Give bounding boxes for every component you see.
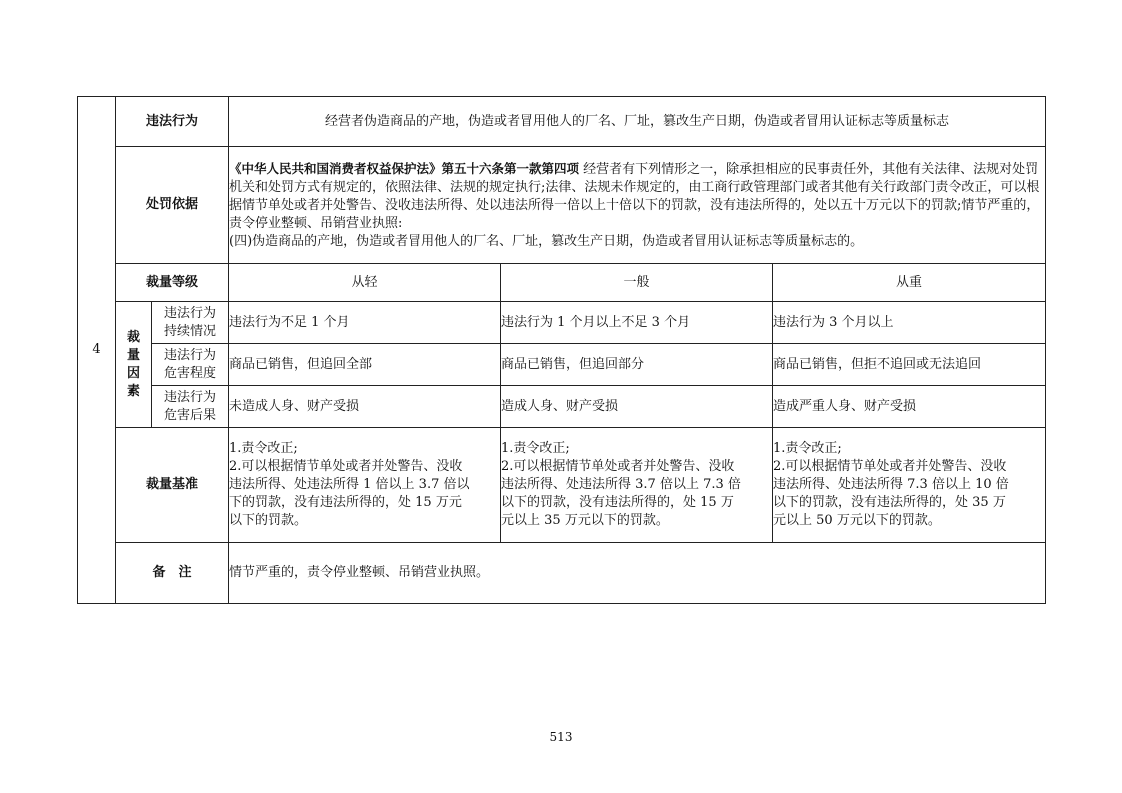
standard-row: [78, 428, 1046, 543]
factor-row-duration: [78, 302, 1046, 344]
basis-row: [78, 147, 1046, 264]
basis-item: (四)伪造商品的产地，伪造或者冒用他人的厂名、厂址，篡改生产日期，伪造或者冒用认证标志等质量标志的。: [229, 233, 864, 249]
factor-name-degree: 违法行为 危害程度: [152, 344, 229, 386]
violation-label: 违法行为: [116, 97, 229, 147]
factor-duration-general: 违法行为 1 个月以上不足 3 个月: [501, 302, 773, 344]
violation-row: [78, 97, 1046, 147]
page-number: 513: [549, 730, 573, 744]
factor-consequence-general: 造成人身、财产受损: [501, 386, 773, 428]
levels-row: [78, 264, 1046, 302]
discretion-table: [77, 96, 1046, 604]
factors-label: 裁 量 因 素: [116, 302, 152, 428]
factor-row-consequence: [78, 386, 1046, 428]
factor-duration-light: 违法行为不足 1 个月: [229, 302, 501, 344]
basis-law-title: 《中华人民共和国消费者权益保护法》第五十六条第一款第四项: [229, 160, 580, 176]
level-light: 从轻: [229, 264, 501, 302]
factor-degree-general: 商品已销售，但追回部分: [501, 344, 773, 386]
violation-text: 经营者伪造商品的产地，伪造或者冒用他人的厂名、厂址，篡改生产日期，伪造或者冒用认证标志等质量标志: [229, 97, 1046, 147]
factor-duration-heavy: 违法行为 3 个月以上: [773, 302, 1046, 344]
level-general: 一般: [501, 264, 773, 302]
level-heavy: 从重: [773, 264, 1046, 302]
factor-degree-light: 商品已销售，但追回全部: [229, 344, 501, 386]
factor-name-duration: 违法行为 持续情况: [152, 302, 229, 344]
factor-consequence-light: 未造成人身、财产受损: [229, 386, 501, 428]
standard-general: 1.责令改正; 2.可以根据情节单处或者并处警告、没收 违法所得、处违法所得 3.7 倍以上 7.3 倍 以下的罚款，没有违法所得的，处 15 万 元以上 35 万元以下的罚款。: [501, 428, 773, 543]
standard-label: 裁量基准: [116, 428, 229, 543]
standard-heavy: 1.责令改正; 2.可以根据情节单处或者并处警告、没收 违法所得、处违法所得 7.3 倍以上 10 倍 以下的罚款，没有违法所得的，处 35 万 元以上 50 万元以下的罚款。: [773, 428, 1046, 543]
factor-row-degree: [78, 344, 1046, 386]
factor-consequence-heavy: 造成严重人身、财产受损: [773, 386, 1046, 428]
factor-degree-heavy: 商品已销售，但拒不追回或无法追回: [773, 344, 1046, 386]
levels-label: 裁量等级: [116, 264, 229, 302]
entry-number: 4: [78, 97, 116, 604]
remarks-row: [78, 543, 1046, 604]
basis-text: [229, 147, 1046, 264]
factor-name-consequence: 违法行为 危害后果: [152, 386, 229, 428]
standard-light: 1.责令改正; 2.可以根据情节单处或者并处警告、没收 违法所得、处违法所得 1 倍以上 3.7 倍以 下的罚款，没有违法所得的，处 15 万元 以下的罚款。: [229, 428, 501, 543]
remarks-label: 备 注: [116, 543, 229, 604]
basis-label: 处罚依据: [116, 147, 229, 264]
basis-law-text: 经营者有下列情形之一，除承担相应的民事责任外，其他有关法律、法规对处罚机关和处罚方式有规定的，依照法律、法规的规定执行;法律、法规未作规定的，由工商行政管理部门或者其他有关行政部门责令改正，可以根据情节单处或者并处警告、没收违法所得、处以违法所得一倍以上十倍以下的罚款，没有违法所得的，处以五十万元以下的罚款;情节严重的，责令停业整顿、吊销营业执照:: [229, 161, 1040, 231]
remarks-text: 情节严重的，责令停业整顿、吊销营业执照。: [229, 543, 1046, 604]
